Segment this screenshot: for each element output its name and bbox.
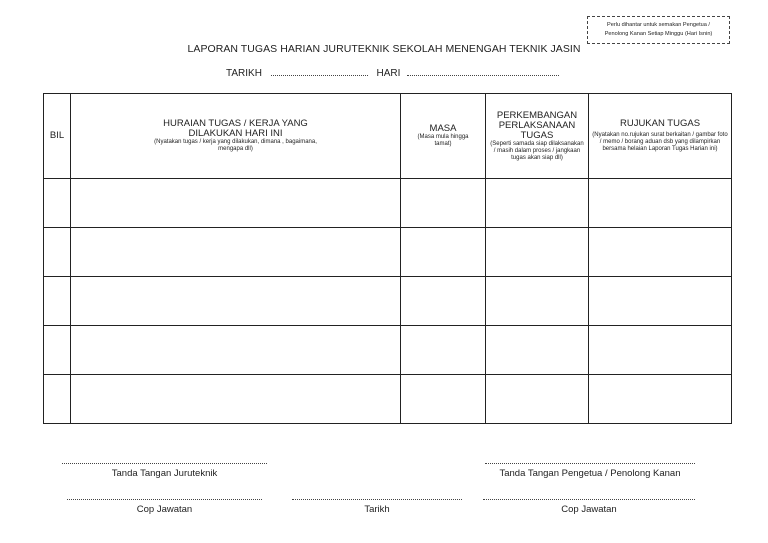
cell-bil[interactable] — [44, 326, 71, 375]
cell-masa[interactable] — [401, 277, 486, 326]
tarikh-line[interactable] — [292, 499, 462, 500]
cell-rujukan[interactable] — [589, 179, 732, 228]
cell-bil[interactable] — [44, 179, 71, 228]
table-row — [44, 326, 732, 375]
cell-masa[interactable] — [401, 375, 486, 424]
cell-rujukan[interactable] — [589, 277, 732, 326]
cell-masa[interactable] — [401, 326, 486, 375]
submission-note — [587, 16, 730, 44]
cell-masa[interactable] — [401, 179, 486, 228]
hari-field[interactable] — [407, 67, 559, 76]
cell-masa[interactable] — [401, 228, 486, 277]
cell-perkembangan[interactable] — [486, 228, 589, 277]
signature-juruteknik-label: Tanda Tangan Juruteknik — [111, 468, 218, 479]
tarikh-field[interactable] — [271, 67, 368, 76]
cell-perkembangan[interactable] — [486, 179, 589, 228]
signature-pengetua-label: Tanda Tangan Pengetua / Penolong Kanan — [499, 468, 681, 479]
cell-perkembangan[interactable] — [486, 375, 589, 424]
tarikh-sig-label: Tarikh — [364, 504, 390, 515]
cell-huraian[interactable] — [71, 326, 401, 375]
header-rujukan: RUJUKAN TUGAS (Nyatakan no.rujukan surat berkaitan / gambar foto / memo / borang aduan dsb yang dilampirkan bersama helaian Laporan Tugas Harian ini) — [589, 94, 732, 179]
note-line-2: Penolong Kanan Setiap Minggu (Hari Isnin) — [604, 31, 713, 37]
cop-jawatan-left — [67, 499, 262, 515]
cell-perkembangan[interactable] — [486, 277, 589, 326]
header-masa: MASA (Masa mula hingga tamat) — [401, 94, 486, 179]
cell-bil[interactable] — [44, 228, 71, 277]
header-bil: BIL — [44, 94, 71, 179]
date-line — [226, 67, 563, 79]
table-row — [44, 277, 732, 326]
tarikh-signature — [292, 499, 462, 515]
cell-rujukan[interactable] — [589, 375, 732, 424]
cell-rujukan[interactable] — [589, 228, 732, 277]
form-title: LAPORAN TUGAS HARIAN JURUTEKNIK SEKOLAH MENENGAH TEKNIK JASIN — [187, 43, 581, 55]
cop-jawatan-right — [483, 499, 695, 515]
signature-pengetua — [485, 463, 695, 479]
signature-juruteknik — [62, 463, 267, 479]
signature-line[interactable] — [485, 463, 695, 464]
task-table — [43, 93, 732, 424]
cell-rujukan[interactable] — [589, 326, 732, 375]
table-row — [44, 375, 732, 424]
cell-huraian[interactable] — [71, 277, 401, 326]
cell-bil[interactable] — [44, 375, 71, 424]
cop-right-label: Cop Jawatan — [561, 504, 617, 515]
cell-bil[interactable] — [44, 277, 71, 326]
signature-line[interactable] — [62, 463, 267, 464]
note-line-1: Perlu dihantar untuk semakan Pengetua / — [607, 22, 710, 28]
tarikh-label: TARIKH — [226, 68, 262, 79]
cell-huraian[interactable] — [71, 228, 401, 277]
cop-left-label: Cop Jawatan — [136, 504, 193, 515]
table-header-row — [44, 94, 732, 179]
header-perkembangan: PERKEMBANGAN PERLAKSANAAN TUGAS (Seperti samada siap dilaksanakan / masih dalam proses / jangkaan tugas akan siap dll) — [486, 94, 589, 179]
cop-line[interactable] — [67, 499, 262, 500]
table-row — [44, 228, 732, 277]
cell-huraian[interactable] — [71, 375, 401, 424]
cell-perkembangan[interactable] — [486, 326, 589, 375]
header-huraian: HURAIAN TUGAS / KERJA YANG DILAKUKAN HARI INI (Nyatakan tugas / kerja yang dilakukan, dimana , bagaimana, mengapa dll) — [71, 94, 401, 179]
table-row — [44, 179, 732, 228]
cell-huraian[interactable] — [71, 179, 401, 228]
cop-line[interactable] — [483, 499, 695, 500]
hari-label: HARI — [376, 68, 401, 79]
